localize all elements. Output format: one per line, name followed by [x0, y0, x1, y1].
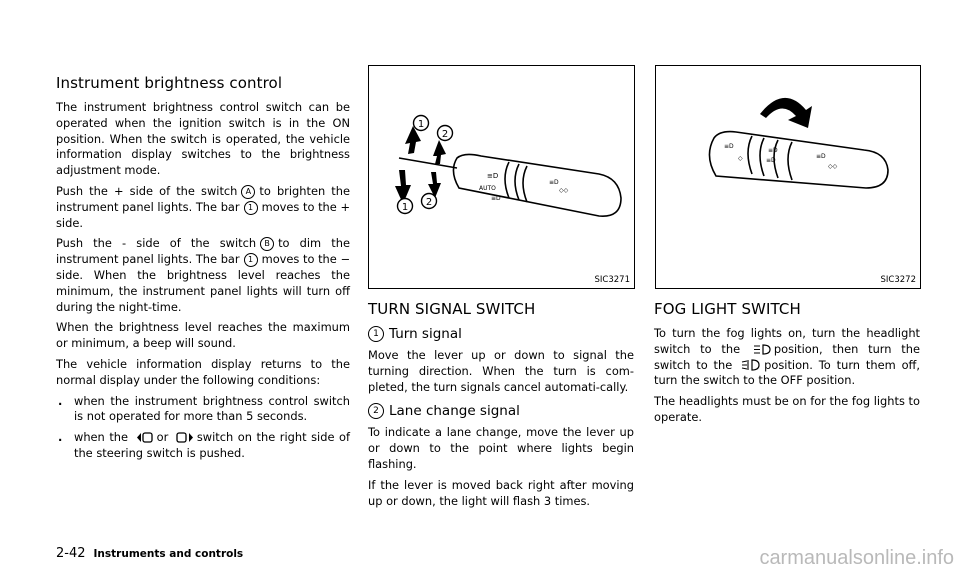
svg-text:◇: ◇: [738, 155, 743, 162]
turn-signal-title: TURN SIGNAL SWITCH: [368, 300, 536, 318]
brightness-push-minus: Push the - side of the switch B to dim the instrument panel lights. The bar 1 moves to the − side. When the brightness level reaches the minimum, the instrument panel lights will turn off during the night-time.: [56, 236, 350, 314]
brightness-return: The vehicle information display returns to the normal display under the following conditions:: [56, 356, 350, 387]
svg-text:≡D: ≡D: [816, 153, 826, 160]
callout-1: 1: [244, 253, 258, 267]
lane-change-heading: 2 Lane change signal: [368, 403, 634, 419]
svg-text:2: 2: [441, 129, 449, 140]
fog-light-icon: [741, 359, 761, 371]
brightness-push-plus: Push the + side of the switch A to brighten the instrument panel lights. The bar 1 moves to the + side.: [56, 183, 350, 230]
callout-a: A: [241, 185, 255, 199]
brightness-title: Instrument brightness control: [56, 74, 283, 92]
fog-light-text: To turn the fog lights on, turn the headlight switch to the position, then turn the switch to the position. To turn them off, turn the switch to the OFF position.: [654, 326, 921, 388]
callout-1: 1: [368, 326, 384, 342]
turn-signal-heading: 1 Turn signal: [368, 326, 634, 342]
turn-signal-section: [368, 296, 634, 514]
turn-signal-text: Move the lever up or down to signal the turning direction. When the turn is com-pleted, the turn signals cancel automati-cally.: [368, 348, 634, 394]
svg-text:◇◇: ◇◇: [828, 163, 838, 170]
fog-light-section: [654, 296, 920, 431]
svg-text:2: 2: [425, 197, 433, 208]
svg-text:≡D: ≡D: [487, 172, 499, 180]
lane-change-flash-text: If the lever is moved back right after moving up or down, the light will flash 3 times.: [368, 477, 634, 508]
turn-signal-lever-illustration: [369, 66, 634, 288]
headlight-icon: [753, 344, 771, 355]
fog-light-note: The headlights must be on for the fog lights to operate.: [654, 394, 920, 424]
svg-text:≡D: ≡D: [766, 157, 776, 164]
svg-text:≡D: ≡D: [491, 195, 501, 202]
callout-b: B: [260, 237, 274, 251]
page-footer: [56, 546, 243, 561]
svg-text:◇◇: ◇◇: [559, 187, 569, 194]
list-item: . when the or switch on the right side of the steering switch is pushed.: [58, 430, 351, 460]
section-name: Instruments and controls: [93, 548, 244, 560]
svg-text:≡D: ≡D: [768, 147, 778, 154]
arrow-left-display-icon: [136, 432, 154, 443]
fog-light-figure: [655, 65, 921, 289]
watermark: carmanualsonline.info: [759, 547, 954, 569]
fog-light-lever-illustration: [656, 66, 920, 288]
figure-id: SIC3271: [594, 275, 630, 285]
callout-2: 2: [368, 403, 384, 419]
list-item: . when the instrument brightness control switch is not operated for more than 5 seconds.: [58, 393, 350, 424]
turn-signal-figure: [368, 65, 635, 289]
page-number: 2-42: [56, 546, 86, 561]
svg-text:1: 1: [417, 119, 425, 130]
arrow-right-display-icon: [176, 432, 194, 443]
brightness-section: [56, 70, 350, 467]
svg-text:≡D: ≡D: [549, 179, 559, 186]
brightness-intro: The instrument brightness control switch can be operated when the ignition switch is in the ON position. When the switch is operated, the vehicle information display switches to the brightness adjustment mode.: [56, 100, 350, 178]
svg-text:1: 1: [401, 202, 409, 213]
fog-light-title: FOG LIGHT SWITCH: [654, 300, 801, 318]
svg-text:AUTO: AUTO: [479, 185, 496, 192]
svg-text:≡D: ≡D: [724, 143, 734, 150]
figure-id: SIC3272: [880, 275, 916, 285]
brightness-beep: When the brightness level reaches the maximum or minimum, a beep will sound.: [56, 320, 350, 351]
lane-change-text: To indicate a lane change, move the lever up or down to the point where lights begin flashing.: [368, 425, 634, 471]
callout-1: 1: [244, 201, 258, 215]
